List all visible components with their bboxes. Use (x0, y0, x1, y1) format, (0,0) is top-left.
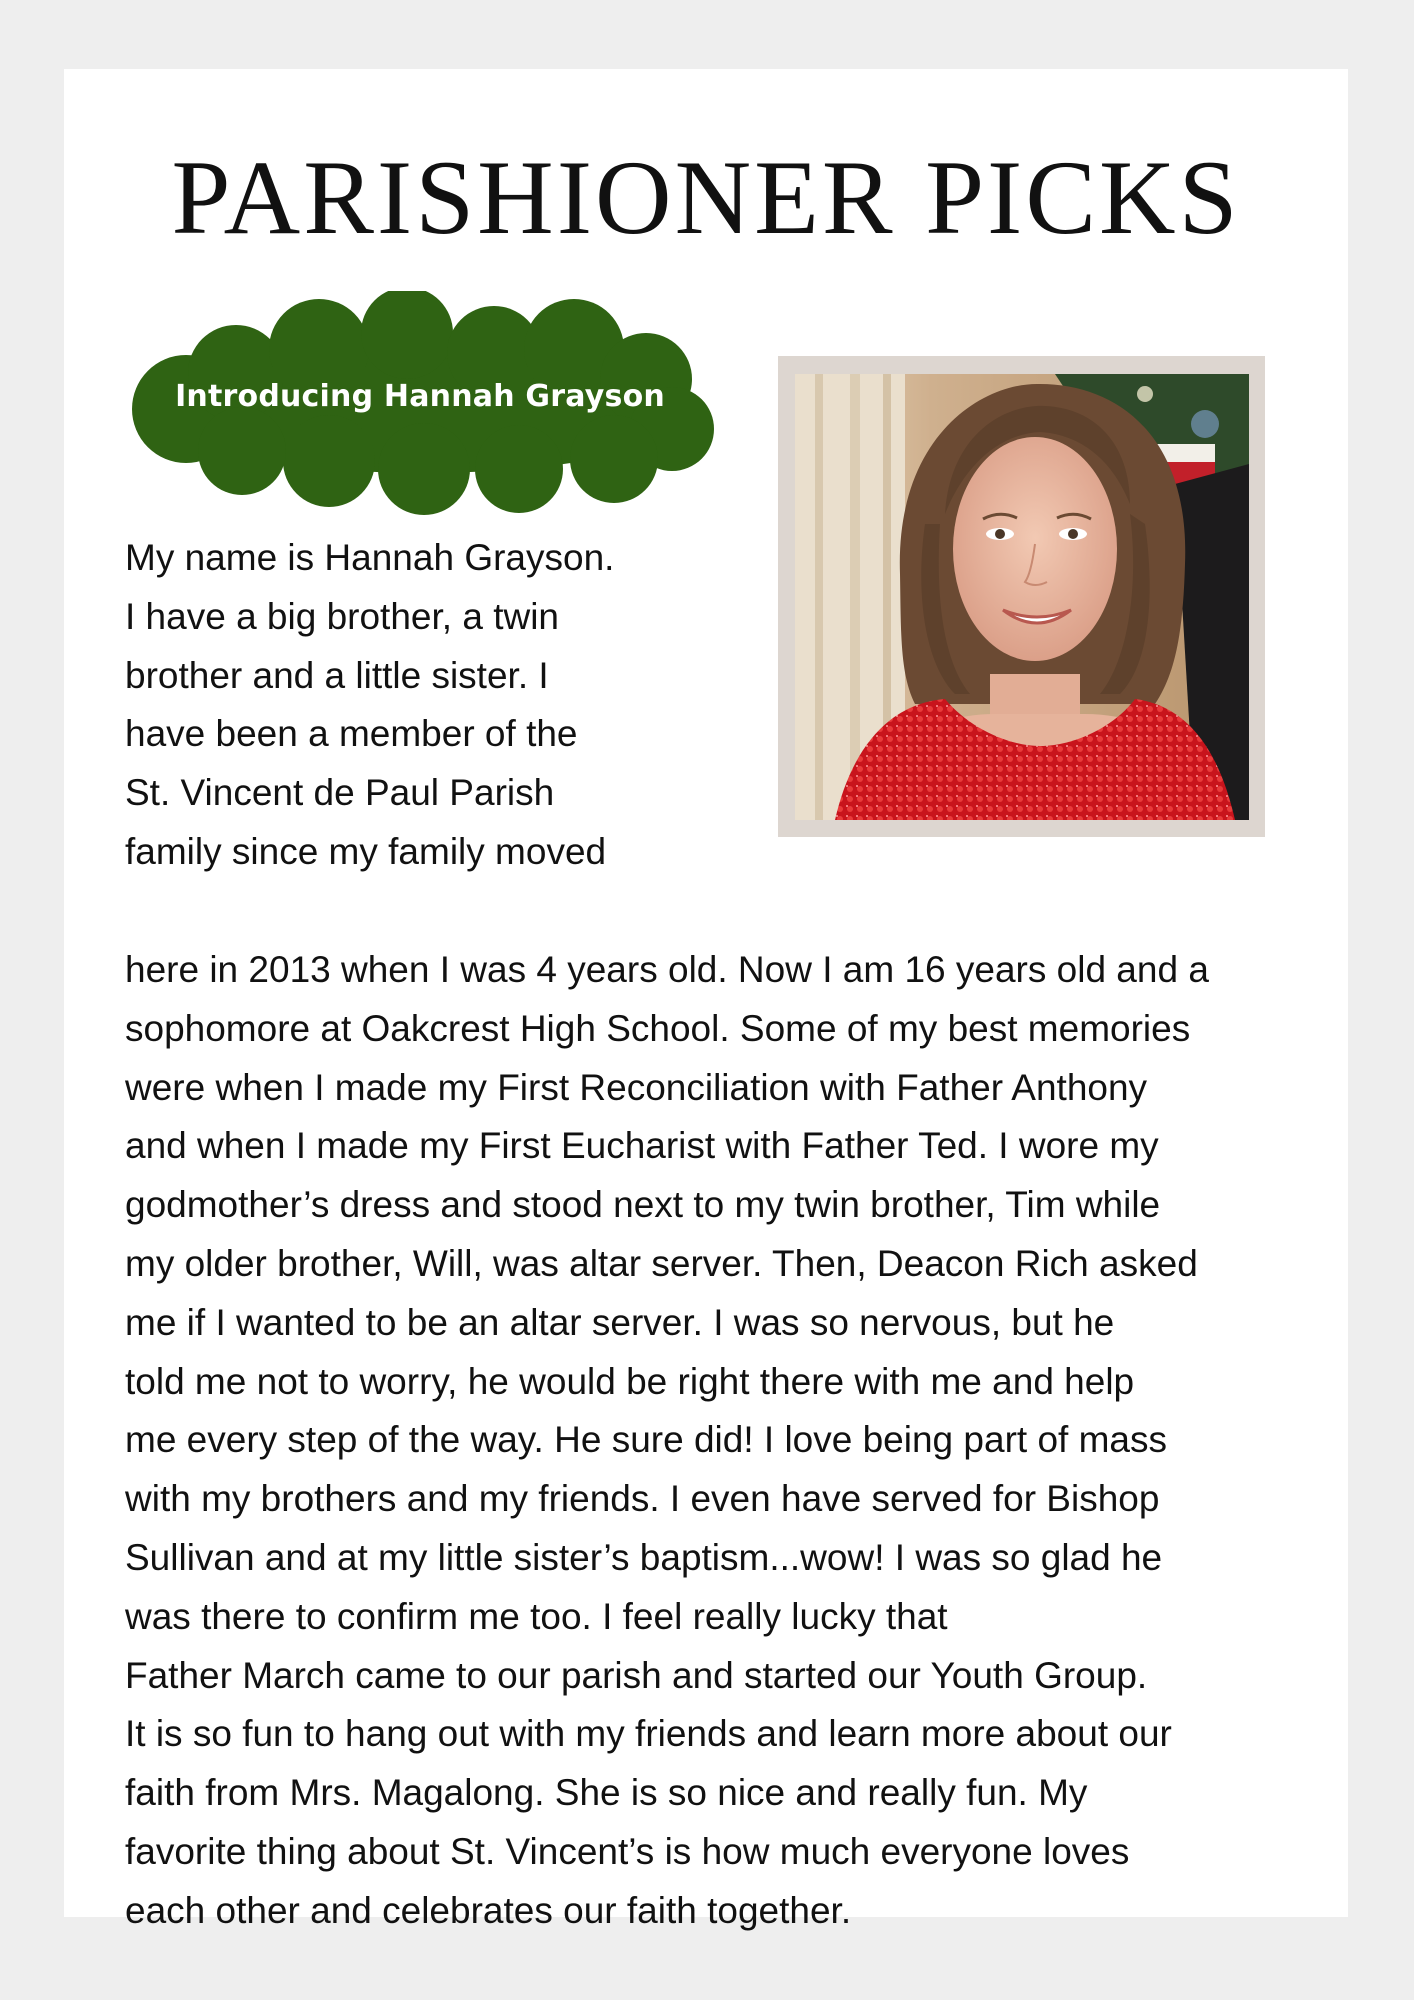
text-line: have been a member of the (125, 713, 578, 755)
text-line: was there to confirm me too. I feel really lucky that (125, 1595, 948, 1637)
portrait-photo (795, 374, 1249, 820)
intro-paragraph-wide (125, 941, 1209, 1941)
text-line: St. Vincent de Paul Parish (125, 772, 555, 814)
text-line: Sullivan and at my little sister’s baptism...wow! I was so glad he (125, 1536, 1163, 1578)
intro-paragraph-narrow (125, 529, 614, 882)
text-line: with my brothers and my friends. I even have served for Bishop (125, 1478, 1160, 1520)
page-title: PARISHIONER PICKS (171, 139, 1241, 256)
text-line: sophomore at Oakcrest High School. Some of my best memories (125, 1007, 1191, 1049)
text-line: told me not to worry, he would be right there with me and help (125, 1360, 1135, 1402)
text-line: each other and celebrates our faith together. (125, 1889, 852, 1931)
newsletter-page (64, 69, 1348, 1931)
text-line: My name is Hannah Grayson. (125, 537, 615, 578)
text-line: I have a big brother, a twin (125, 595, 559, 637)
text-line: were when I made my First Reconciliation with Father Anthony (125, 1066, 1148, 1108)
photo-frame (778, 356, 1265, 837)
text-line: my older brother, Will, was altar server. Then, Deacon Rich asked (125, 1242, 1198, 1284)
text-line: faith from Mrs. Magalong. She is so nice and really fun. My (125, 1772, 1088, 1814)
text-line: and when I made my First Eucharist with Father Ted. I wore my (125, 1125, 1159, 1167)
text-line: godmother’s dress and stood next to my twin brother, Tim while (125, 1184, 1161, 1226)
text-line: me every step of the way. He sure did! I love being part of mass (125, 1419, 1167, 1461)
text-line: It is so fun to hang out with my friends and learn more about our (125, 1713, 1172, 1755)
portrait-image-icon (795, 374, 1249, 820)
text-line: me if I wanted to be an altar server. I was so nervous, but he (125, 1301, 1115, 1343)
text-line: favorite thing about St. Vincent’s is how much everyone loves (125, 1830, 1130, 1872)
banner-label: Introducing Hannah Grayson (175, 379, 665, 414)
text-line: Father March came to our parish and started our Youth Group. (125, 1654, 1148, 1696)
text-line: here in 2013 when I was 4 years old. Now I am 16 years old and a (125, 949, 1209, 990)
introduction-banner (124, 291, 724, 517)
text-line: family since my family moved (125, 830, 607, 872)
text-line: brother and a little sister. I (125, 654, 549, 696)
